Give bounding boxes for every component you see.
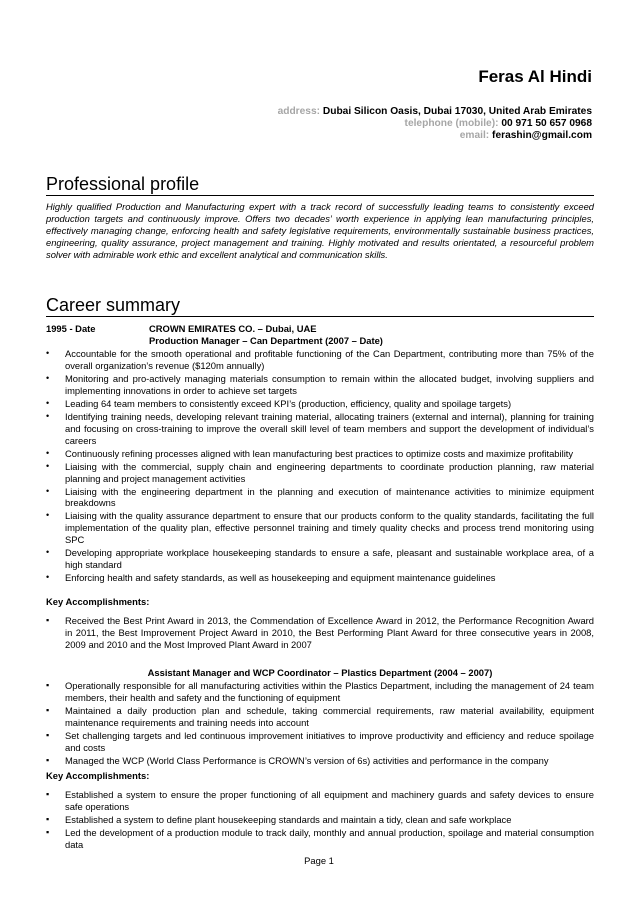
employer-name: CROWN EMIRATES CO. – Dubai, UAE bbox=[149, 323, 317, 334]
bullet-icon: • bbox=[46, 410, 50, 421]
role-2-accomplishments-label: Key Accomplishments: bbox=[46, 770, 150, 781]
bullet-icon: • bbox=[46, 397, 50, 408]
candidate-name: Feras Al Hindi bbox=[478, 67, 592, 86]
telephone-line bbox=[405, 118, 592, 129]
list-item: ▪ Led the development of a production module to track daily, monthly and annual production, spoilage and material consumption data bbox=[46, 826, 594, 850]
career-heading: Career summary bbox=[46, 296, 594, 317]
list-item: ▪ Set challenging targets and led continuous improvement initiatives to improve productivity and efficiency and reduce spoilage and costs bbox=[46, 729, 594, 753]
bullet-icon: ▪ bbox=[46, 615, 50, 625]
telephone-value: 00 971 50 657 0968 bbox=[501, 118, 592, 129]
bullet-icon: • bbox=[46, 447, 50, 458]
bullet-icon: • bbox=[46, 460, 50, 471]
list-item: • Developing appropriate workplace housekeeping standards to ensure a safe, pleasant and sustainable workplace area, of a high standard bbox=[46, 547, 594, 571]
profile-heading: Professional profile bbox=[46, 175, 594, 196]
bullet-icon: • bbox=[46, 485, 50, 496]
list-item: • Monitoring and pro-actively managing materials consumption to remain within the allocated budget, involving suppliers and implementing innovations in order to achieve set targets bbox=[46, 372, 594, 396]
role-2-accomplishments bbox=[46, 789, 594, 852]
role-2-duties bbox=[46, 680, 594, 768]
list-item: ▪ Received the Best Print Award in 2013, the Commendation of Excellence Award in 2012, the Performance Recognition Award in 2011, the Best Improvement Project Award in 2010, the Best Performing Plant Award for three consecutive years in 2008, 2009 and 2010 and the Most Improved Plant Award in 2007 bbox=[46, 615, 594, 650]
address-value: Dubai Silicon Oasis, Dubai 17030, United Arab Emirates bbox=[322, 106, 592, 117]
list-item: • Liaising with the quality assurance department to ensure that our products conform to the quality standards, facilitating the full implementation of the quality plan, effective personnel training and timely quality checks and process trend monitoring using SPC bbox=[46, 510, 594, 546]
bullet-icon: ▪ bbox=[46, 729, 50, 740]
email-value[interactable]: ferashin@gmail.com bbox=[492, 130, 592, 141]
bullet-icon: ▪ bbox=[46, 826, 50, 837]
bullet-icon: • bbox=[46, 372, 50, 383]
role-1-duties bbox=[46, 348, 594, 585]
bullet-icon: • bbox=[46, 510, 50, 521]
bullet-icon: ▪ bbox=[46, 789, 50, 799]
telephone-label: telephone (mobile): bbox=[404, 118, 499, 129]
role-1-accomplishments-label: Key Accomplishments: bbox=[46, 596, 150, 607]
bullet-icon: ▪ bbox=[46, 754, 50, 765]
profile-text: Highly qualified Production and Manufacturing expert with a track record of successfully leading teams to consistently exceed production targets and continuously improve. Offers two decades’ worth experience in applying lean manufacturing principles, effectively managing change, enforcing health and safety legislative requirements, environmentally sustainable business practices, engineering, quality assurance, project management and training. Highly motivated and results orientated, a resourceful problem solver with admirable work ethic and excellent analytical and communication skills. bbox=[46, 201, 594, 261]
page-number: Page 1 bbox=[304, 855, 334, 866]
role-2-title: Assistant Manager and WCP Coordinator – Plastics Department (2004 – 2007) bbox=[147, 667, 493, 678]
list-item: ▪ Established a system to define plant housekeeping standards and maintain a tidy, clean and safe workplace bbox=[46, 813, 512, 825]
bullet-icon: • bbox=[46, 572, 50, 583]
bullet-icon: ▪ bbox=[46, 704, 50, 715]
bullet-icon: • bbox=[46, 547, 50, 558]
list-item: • Continuously refining processes aligned with lean manufacturing best practices to optimize costs and maximize profitability bbox=[46, 447, 574, 459]
bullet-icon: ▪ bbox=[46, 813, 50, 824]
email-line bbox=[460, 130, 592, 141]
list-item: • Enforcing health and safety standards, as well as housekeeping and equipment maintenance guidelines bbox=[46, 572, 496, 584]
role-1-title: Production Manager – Can Department (2007 – Date) bbox=[149, 335, 383, 346]
list-item: • Liaising with the commercial, supply chain and engineering departments to coordinate production planning, raw material planning and project management activities bbox=[46, 460, 594, 484]
bullet-icon: • bbox=[46, 348, 50, 358]
list-item: • Accountable for the smooth operational and profitable functioning of the Can Department, contributing more than 75% of the overall organization’s revenue ($120m annually) bbox=[46, 348, 594, 371]
role-1-accomplishments bbox=[46, 615, 594, 652]
address-label: address: bbox=[277, 106, 321, 117]
list-item: • Identifying training needs, developing relevant training material, allocating trainers (external and internal), planning for training and focusing on cross-training to improve the overall skill level of team members and support the development of individual’s careers bbox=[46, 410, 594, 446]
list-item: ▪ Maintained a daily production plan and schedule, taking commercial requirements, raw material availability, equipment maintenance requirements and training needs into account bbox=[46, 704, 594, 728]
list-item: • Liaising with the engineering department in the planning and execution of maintenance activities to minimize equipment breakdowns bbox=[46, 485, 594, 509]
list-item: ▪ Established a system to ensure the proper functioning of all equipment and machinery guards and safety devices to ensure safe operations bbox=[46, 789, 594, 812]
address-line bbox=[278, 106, 592, 117]
list-item: ▪ Operationally responsible for all manufacturing activities within the Plastics Department, including the management of 24 team members, their health and safety and the functioning of equipment bbox=[46, 680, 594, 703]
employment-date: 1995 - Date bbox=[46, 323, 96, 334]
email-label: email: bbox=[459, 130, 490, 141]
list-item: ▪ Managed the WCP (World Class Performance is CROWN’s version of 6s) activities and performance in the company bbox=[46, 754, 549, 766]
bullet-icon: ▪ bbox=[46, 680, 50, 690]
list-item: • Leading 64 team members to consistently exceed KPI’s (production, efficiency, quality and spoilage targets) bbox=[46, 397, 512, 409]
